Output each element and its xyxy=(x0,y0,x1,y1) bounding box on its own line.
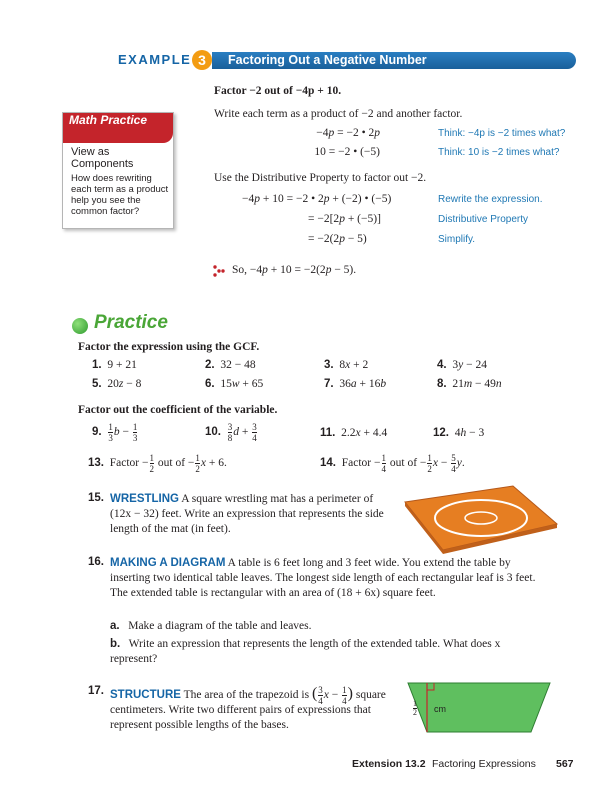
exercise-4: 4. 3y − 24 xyxy=(437,359,487,371)
exercise-17-line3: represent possible lengths of the bases. xyxy=(110,719,289,731)
math-practice-body: How does rewriting each term as a product help you see the common factor? xyxy=(71,173,169,217)
exercise-7: 7. 36a + 16b xyxy=(324,378,387,390)
exercise-8: 8. 21m − 49n xyxy=(437,378,502,390)
exercise-17-number: 17. xyxy=(88,685,104,697)
exercise-16-number: 16. xyxy=(88,556,104,568)
exercise-10: 10. $\frac{3}{8}$ d + $\frac{3}{4}$ xyxy=(205,422,257,443)
exercise-14: 14. Factor − $\frac{1}{4}$ out of − $\frac{1}{2}$ x − $\frac{5}{4}$ y. xyxy=(320,453,465,474)
math-practice-title: Math Practice xyxy=(69,113,148,127)
distributive-line-2: = −2[2p + (−5)] xyxy=(308,213,381,225)
exercise-16b: b. Write an expression that represents the length of the extended table. What does x represent? xyxy=(110,638,501,665)
example-step2: Use the Distributive Property to factor out −2. xyxy=(214,172,427,184)
math-practice-box xyxy=(62,112,174,229)
exercise-15-number: 15. xyxy=(88,492,104,504)
example-conclusion: So, −4p + 10 = −2(2p − 5). xyxy=(232,264,357,276)
exercise-17-line2: centimeters. Write two different pairs of expressions that xyxy=(110,704,371,716)
example-eq2: 10 = −2 • (−5) xyxy=(314,146,380,158)
distributive-note-1: Rewrite the expression. xyxy=(438,194,543,205)
exercise-17-line1: STRUCTURE The area of the trapezoid is ( $\frac{3}{4}$ x − $\frac{1}{4}$ ) square xyxy=(110,685,386,706)
exercise-6: 6. 15w + 65 xyxy=(205,378,264,390)
exercise-2: 2. 32 − 48 xyxy=(205,359,256,371)
practice-bullet-icon xyxy=(72,318,88,334)
think-note-2: Think: 10 is −2 times what? xyxy=(438,147,560,158)
exercise-3: 3. 8x + 2 xyxy=(324,359,369,371)
exercise-13: 13. Factor − $\frac{1}{2}$ out of − $\frac{1}{2}$ x + 6. xyxy=(88,453,227,474)
exercise-11: 11. 2.2x + 4.4 xyxy=(320,427,388,439)
exercise-12: 12. 4h − 3 xyxy=(433,427,485,439)
exercise-5: 5. 20z − 8 xyxy=(92,378,142,390)
example-title: Factoring Out a Negative Number xyxy=(228,53,427,67)
arrow-bullet-icon xyxy=(212,264,226,278)
distributive-note-2: Distributive Property xyxy=(438,214,529,225)
page-number: 567 xyxy=(556,758,574,770)
distributive-line-3: = −2(2p − 5) xyxy=(308,233,367,245)
example-eq1: −4p = −2 • 2p xyxy=(316,127,380,139)
think-note-1: Think: −4p is −2 times what? xyxy=(438,128,566,139)
footer-section: Factoring Expressions xyxy=(432,758,536,770)
distributive-line-1: −4p + 10 = −2 • 2p + (−2) • (−5) xyxy=(242,193,392,205)
example-step1: Write each term as a product of −2 and another factor. xyxy=(214,108,463,120)
distributive-note-3: Simplify. xyxy=(438,234,476,245)
trapezoid-height-label: 1 2 xyxy=(413,699,417,717)
practice-title: Practice xyxy=(94,312,168,333)
exercise-1: 1. 9 + 21 xyxy=(92,359,137,371)
exercise-9: 9. $\frac{1}{3}$ b − $\frac{1}{3}$ xyxy=(92,422,138,443)
wrestling-mat-illustration xyxy=(395,480,565,555)
section1-instruction: Factor the expression using the GCF. xyxy=(78,341,260,353)
math-practice-subtitle: View as Components xyxy=(71,146,134,170)
example-label: EXAMPLE xyxy=(118,52,192,67)
math-practice-header xyxy=(63,113,173,143)
trapezoid-diagram xyxy=(405,680,555,735)
footer-extension: Extension 13.2 xyxy=(352,758,426,770)
example-number: 3 xyxy=(192,50,212,70)
example-task: Factor −2 out of −4p + 10. xyxy=(214,85,342,97)
exercise-16: MAKING A DIAGRAM A table is 6 feet long and 3 feet wide. You extend the table by inserting two identical table leaves. The longest side length of each rectangular leaf is 3 feet. The extended table is rectangular with an area of (18 + 6x) square feet. xyxy=(110,557,536,599)
section2-instruction: Factor out the coefficient of the variable. xyxy=(78,404,278,416)
exercise-15: WRESTLING A square wrestling mat has a perimeter of (12x − 32) feet. Write an expression that represents the side length of the mat (in feet). xyxy=(110,493,384,535)
exercise-16a: a. Make a diagram of the table and leaves. xyxy=(110,620,312,632)
trapezoid-unit-label: cm xyxy=(434,704,446,714)
